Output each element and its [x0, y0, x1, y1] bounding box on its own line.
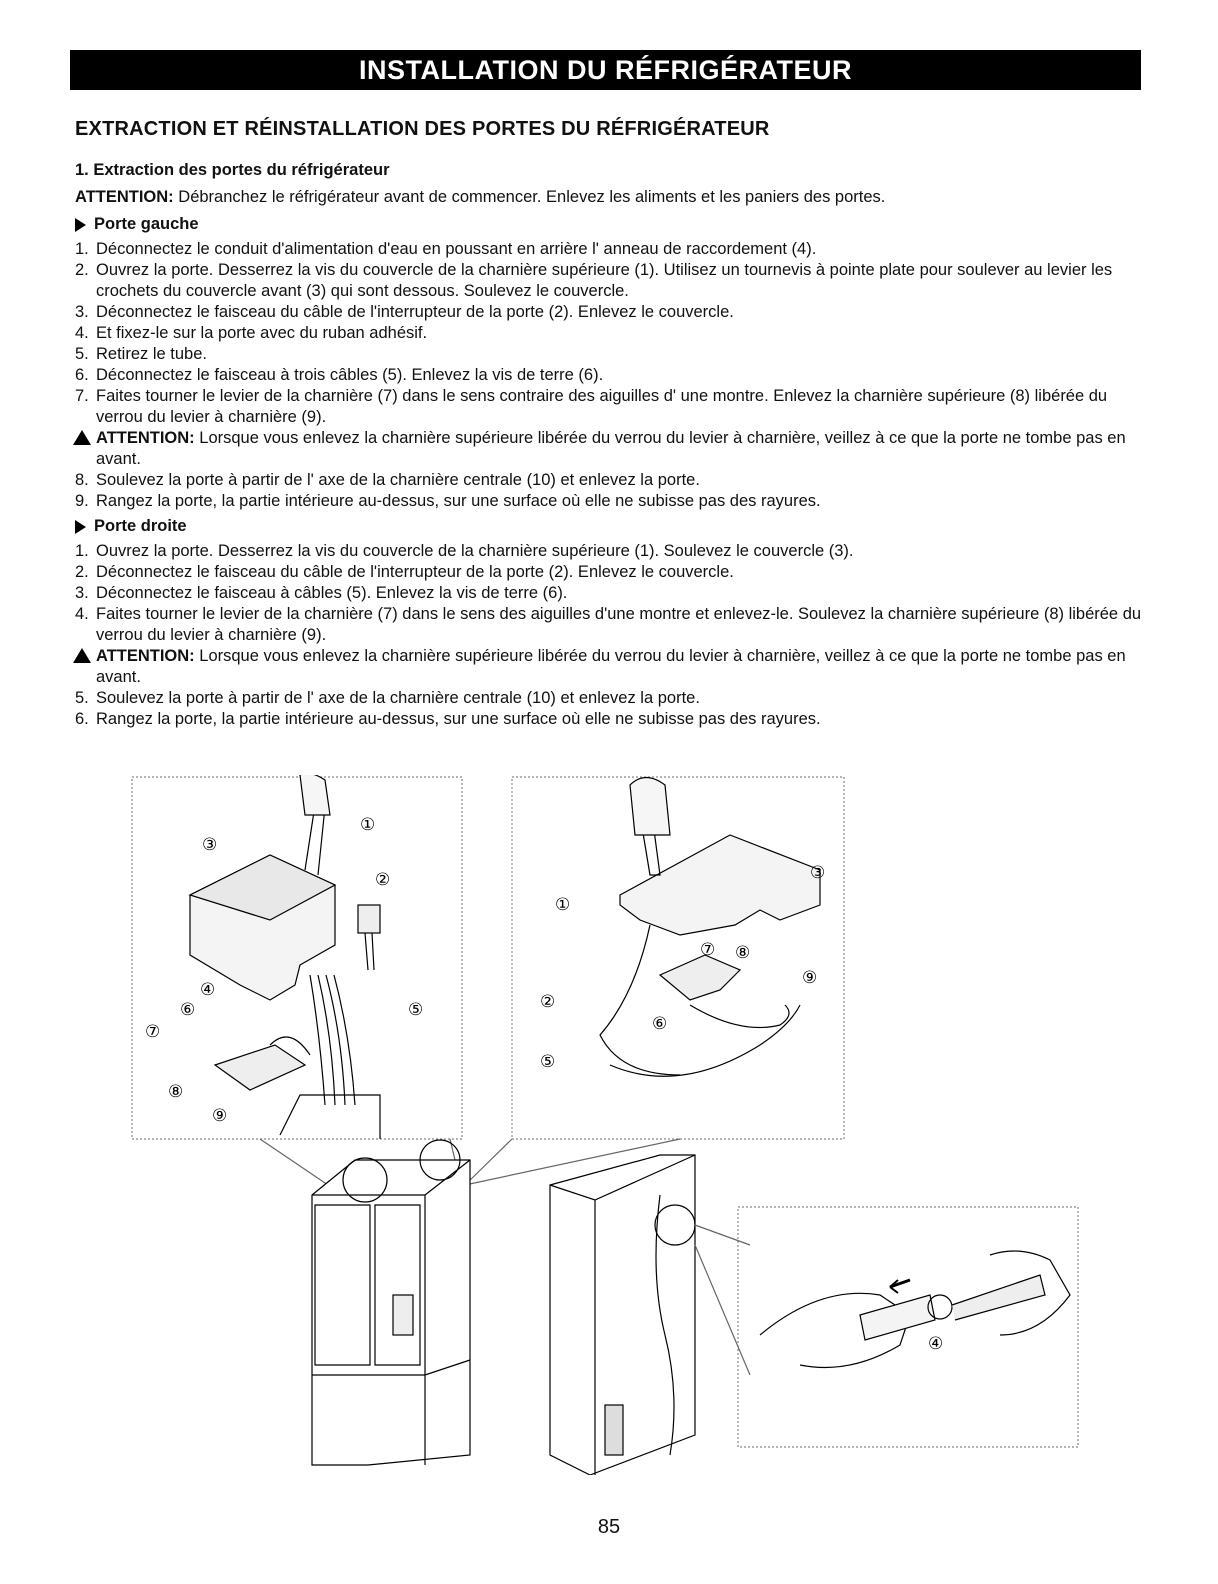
step-text: Déconnectez le faisceau du câble de l'interrupteur de la porte (2). Enlevez le couvercle. [96, 563, 734, 581]
right-door-steps [75, 541, 1145, 730]
list-item [75, 260, 1145, 302]
callout-label: ⑨ [802, 968, 818, 987]
callout-label: ⑨ [212, 1106, 228, 1125]
list-item [75, 604, 1145, 646]
step-number: 8. [75, 471, 89, 489]
step-text: Déconnectez le faisceau du câble de l'interrupteur de la porte (2). Enlevez le couvercle. [96, 303, 734, 321]
callout-label: ③ [202, 835, 218, 854]
list-item [75, 583, 1145, 604]
callout-label: ⑤ [408, 1000, 424, 1019]
left-door-steps [75, 239, 1145, 512]
right-hinge-detail-frame [512, 777, 844, 1139]
warning-triangle-icon [73, 646, 91, 667]
step-number: 5. [75, 345, 89, 363]
callout-label: ⑤ [540, 1052, 556, 1071]
callout-label: ⑦ [700, 940, 716, 959]
door-removal-illustration [120, 775, 1080, 1475]
list-item [75, 562, 1145, 583]
step-number: 6. [75, 710, 89, 728]
right-door-heading [75, 516, 1145, 537]
list-item [75, 365, 1145, 386]
step-number: 4. [75, 324, 89, 342]
right-door-title: Porte droite [94, 517, 187, 535]
triangle-bullet-icon [75, 520, 86, 534]
callout-label: ① [360, 815, 376, 834]
list-item [75, 541, 1145, 562]
callout-label: ⑥ [652, 1014, 668, 1033]
callout-label: ② [540, 992, 556, 1011]
step-text: Rangez la porte, la partie intérieure au-dessus, sur une surface où elle ne subisse pas des rayures. [96, 710, 821, 728]
right-hinge-plate [660, 955, 740, 1000]
step-number: 4. [75, 605, 89, 623]
attention-intro [75, 187, 1145, 208]
attention-text: Débranchez le réfrigérateur avant de commencer. Enlevez les aliments et les paniers des portes. [173, 188, 886, 206]
step-number: 9. [75, 492, 89, 510]
callout-label: ① [555, 895, 571, 914]
warning-item [75, 428, 1145, 470]
list-item [75, 386, 1145, 428]
step-text: Ouvrez la porte. Desserrez la vis du couvercle de la charnière supérieure (1). Utilisez un tournevis à pointe plate pour soulever au levier les crochets du couvercle avant (3) qui sont dessous. Soulevez le couvercle. [96, 261, 1113, 300]
left-hinge-plate [215, 1045, 305, 1090]
warning-text: Lorsque vous enlevez la charnière supérieure libérée du verrou du levier à charnière, veillez à ce que la porte ne tombe pas en avant. [96, 647, 1126, 686]
warning-triangle-icon [73, 428, 91, 449]
callout-label: ⑧ [168, 1082, 184, 1101]
step-text: Soulevez la porte à partir de l' axe de la charnière centrale (10) et enlevez la porte. [96, 689, 700, 707]
list-item [75, 302, 1145, 323]
right-wire [600, 925, 680, 1075]
step-number: 2. [75, 563, 89, 581]
list-item [75, 709, 1145, 730]
callout-label: ③ [810, 863, 826, 882]
left-door-title: Porte gauche [94, 215, 199, 233]
warning-label: ATTENTION: [96, 429, 195, 447]
callout-label: ⑧ [735, 943, 751, 962]
step-text: Rangez la porte, la partie intérieure au-dessus, sur une surface où elle ne subisse pas des rayures. [96, 492, 821, 510]
step-number: 6. [75, 366, 89, 384]
step-text: Soulevez la porte à partir de l' axe de la charnière centrale (10) et enlevez la porte. [96, 471, 700, 489]
warning-item [75, 646, 1145, 688]
page-header-banner: INSTALLATION DU RÉFRIGÉRATEUR [70, 50, 1141, 90]
callout-label: ⑥ [180, 1000, 196, 1019]
step-number: 7. [75, 387, 89, 405]
list-item [75, 688, 1145, 709]
step-number: 1. [75, 240, 89, 258]
step-text: Retirez le tube. [96, 345, 207, 363]
step-text: Faites tourner le levier de la charnière (7) dans le sens des aiguilles d'une montre et enlevez-le. Soulevez la charnière supérieure (8) libérée du verrou du levier à charnière (9). [96, 605, 1142, 644]
list-item [75, 323, 1145, 344]
step-text: Ouvrez la porte. Desserrez la vis du couvercle de la charnière supérieure (1). Soulevez le couvercle (3). [96, 542, 854, 560]
fridge-front-illustration [312, 1160, 470, 1465]
section-title: EXTRACTION ET RÉINSTALLATION DES PORTES DU RÉFRIGÉRATEUR [75, 118, 770, 140]
step-number: 5. [75, 689, 89, 707]
callout-label: ④ [928, 1334, 944, 1353]
triangle-bullet-icon [75, 218, 86, 232]
page-number: 85 [597, 1516, 621, 1538]
attention-label: ATTENTION: [75, 188, 174, 206]
step-text: Et fixez-le sur la porte avec du ruban adhésif. [96, 324, 428, 342]
list-item [75, 491, 1145, 512]
wire-harness [310, 975, 355, 1105]
subsection-title: 1. Extraction des portes du réfrigérateur [75, 161, 390, 179]
warning-text: Lorsque vous enlevez la charnière supérieure libérée du verrou du levier à charnière, veillez à ce que la porte ne tombe pas en avant. [96, 429, 1126, 468]
step-text: Déconnectez le conduit d'alimentation d'eau en poussant en arrière l' anneau de raccordement (4). [96, 240, 817, 258]
callout-label: ② [375, 870, 391, 889]
warning-label: ATTENTION: [96, 647, 195, 665]
step-text: Déconnectez le faisceau à trois câbles (5). Enlevez la vis de terre (6). [96, 366, 604, 384]
step-number: 1. [75, 542, 89, 560]
step-number: 3. [75, 303, 89, 321]
step-number: 2. [75, 261, 89, 279]
callout-label: ⑦ [145, 1022, 161, 1041]
right-hinge-cover [620, 835, 820, 935]
list-item [75, 239, 1145, 260]
list-item [75, 344, 1145, 365]
step-text: Faites tourner le levier de la charnière (7) dans le sens contraire des aiguilles d' une montre. Enlevez la charnière supérieure (8) libérée du verrou du levier à charnière (9). [96, 387, 1108, 426]
left-door-heading [75, 214, 1145, 235]
instructions [75, 160, 1145, 730]
callout-label: ④ [200, 980, 216, 999]
list-item [75, 470, 1145, 491]
water-tube [860, 1295, 935, 1340]
step-text: Déconnectez le faisceau à câbles (5). Enlevez la vis de terre (6). [96, 584, 568, 602]
step-number: 3. [75, 584, 89, 602]
